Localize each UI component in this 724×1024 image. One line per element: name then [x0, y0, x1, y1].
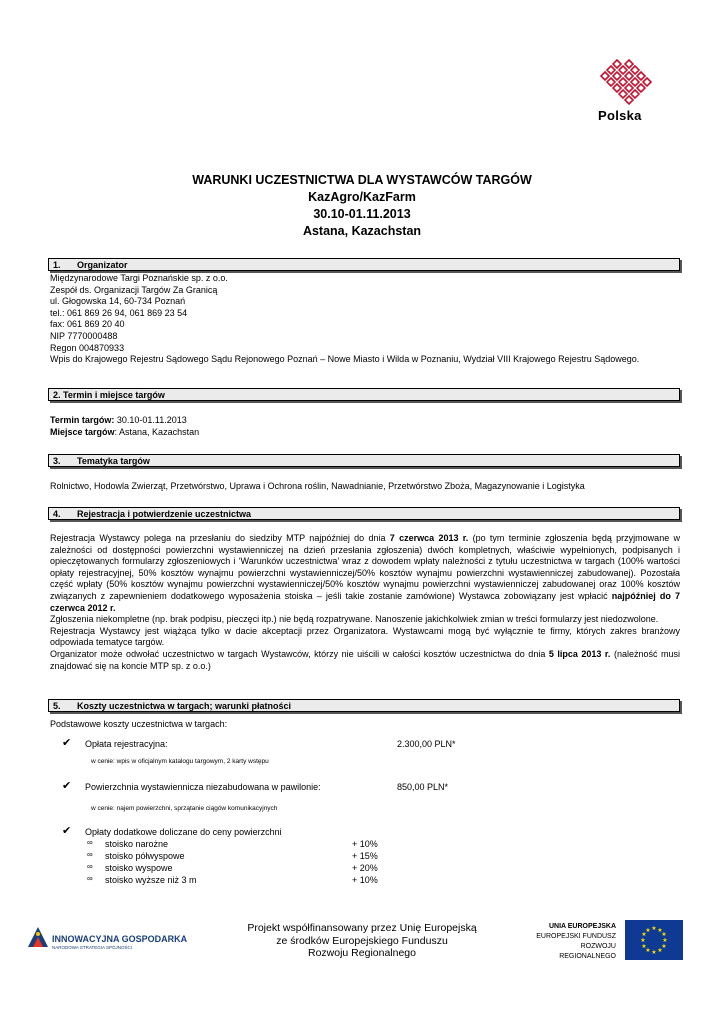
cofinancing-line: Projekt współfinansowany przez Unię Europejską: [247, 922, 477, 934]
svg-text:★: ★: [640, 937, 646, 944]
paragraph: [50, 533, 680, 614]
term-label: Termin targów:: [50, 415, 115, 425]
section-number: 4.: [53, 509, 61, 519]
payment-deadline: najpóźniej do 7 czerwca 2012 r.: [50, 590, 680, 613]
svg-text:★: ★: [645, 927, 651, 934]
extra-label: stoisko wyższe niż 3 m: [105, 875, 197, 885]
organizer-line: Międzynarodowe Targi Poznańskie sp. z o.o.: [50, 273, 228, 283]
costs-intro: Podstawowe koszty uczestnictwa w targach:: [50, 719, 228, 729]
organizer-line: ul. Głogowska 14, 60-734 Poznań: [50, 296, 186, 307]
title-line: 30.10-01.11.2013: [313, 207, 411, 221]
eu-fund-text: [536, 922, 616, 962]
infinity-bullet-icon: ∞: [87, 838, 93, 847]
svg-text:★: ★: [651, 925, 657, 932]
innovative-economy-title: INNOWACYJNA GOSPODARKA: [52, 934, 188, 944]
extra-value: + 10%: [352, 839, 378, 849]
cost-label: Opłata rejestracyjna:: [85, 739, 168, 749]
svg-text:★: ★: [641, 943, 647, 950]
section-title: Organizator: [77, 260, 128, 270]
svg-text:★: ★: [661, 931, 667, 938]
eu-line: ROZWOJU REGIONALNEGO: [559, 943, 616, 960]
eu-line: UNIA EUROPEJSKA: [548, 923, 616, 930]
cost-price: 2.300,00 PLN*: [397, 739, 456, 749]
text-run: (należność musi znajdować się na koncie MTP sp. z o.o.): [50, 648, 680, 671]
section-2-header: [48, 388, 680, 401]
infinity-bullet-icon: ∞: [87, 874, 93, 883]
checkmark-icon: ✔: [62, 737, 72, 749]
cofinancing-line: ze środków Europejskiego Funduszu: [276, 934, 448, 947]
cancel-date: 5 lipca 2013 r.: [548, 648, 611, 659]
eu-line: EUROPEJSKI FUNDUSZ: [536, 933, 616, 940]
section-1-header: [48, 258, 680, 271]
section-number: 1.: [53, 260, 61, 270]
text-run: Rejestracja Wystawcy polega na przesłaniu do siedziby MTP najpóźniej do dnia: [50, 533, 390, 543]
extra-value: + 10%: [352, 875, 378, 885]
title-line: Astana, Kazachstan: [302, 224, 422, 238]
organizer-line: Wpis do Krajowego Rejestru Sądowego Sądu Rejonowego Poznań – Nowe Miasto i Wilda w Poznaniu, Wydział VIII Krajowego Rejestru Sądowego.: [50, 354, 640, 365]
extra-value: + 15%: [352, 851, 378, 861]
cost-label: Powierzchnia wystawiennicza niezabudowana w pawilonie:: [85, 782, 321, 792]
cost-note: w cenie: wpis w oficjalnym katalogu targowym, 2 karty wstępu: [91, 758, 269, 765]
term-place: [50, 415, 680, 438]
checkmark-icon: ✔: [62, 780, 72, 792]
extra-label: stoisko wyspowe: [105, 863, 173, 873]
organizer-line: tel.: 061 869 26 94, 061 869 23 54: [50, 307, 188, 318]
section-title: 2. Termin i miejsce targów: [53, 390, 165, 400]
organizer-line: NIP 7770000488: [50, 330, 118, 341]
section-number: 5.: [53, 701, 61, 711]
place-value: : Astana, Kazachstan: [114, 426, 200, 437]
organizer-line: fax: 061 869 20 40: [50, 319, 125, 330]
title-line: KazAgro/KazFarm: [308, 190, 416, 204]
innovative-economy-logo: [26, 925, 50, 949]
polska-logo-text: Polska: [598, 108, 642, 123]
term-value: 30.10-01.11.2013: [114, 415, 187, 425]
svg-text:★: ★: [661, 943, 667, 950]
cost-note: w cenie: najem powierzchni, sprzątanie ciągów komunikacyjnych: [91, 805, 278, 812]
extra-label: stoisko narożne: [105, 839, 169, 849]
text-run: Organizator może odwołać uczestnictwo w targach Wystawców, którzy nie uiścili w całości kosztów uczestnictwa do dnia: [50, 648, 549, 659]
deadline-date: 7 czerwca 2013 r.: [389, 533, 469, 543]
svg-text:★: ★: [662, 937, 668, 944]
extra-label: stoisko półwyspowe: [105, 851, 185, 861]
svg-text:★: ★: [657, 947, 663, 954]
document-title: [0, 172, 724, 240]
svg-text:★: ★: [641, 931, 647, 938]
cofinancing-line: Rozwoju Regionalnego: [308, 947, 416, 959]
paragraph: Zgłoszenia niekompletne (np. brak podpisu, pieczęci itp.) nie będą rozpatrywane. Nanoszenie jakichkolwiek zmian w treści formularzy jest niedozwolone.: [50, 614, 659, 625]
section-title: Koszty uczestnictwa w targach; warunki płatności: [77, 701, 292, 711]
organizer-info: [50, 273, 680, 366]
organizer-line: Regon 004870933: [50, 342, 125, 353]
place-label: Miejsce targów: [50, 426, 115, 437]
section-title: Rejestracja i potwierdzenie uczestnictwa: [77, 509, 252, 519]
checkmark-icon: ✔: [62, 825, 72, 837]
infinity-bullet-icon: ∞: [87, 850, 93, 859]
section-title: Tematyka targów: [77, 456, 150, 466]
eu-flag-icon: [625, 920, 683, 960]
topics-text: Rolnictwo, Hodowla Zwierząt, Przetwórstwo, Uprawa i Ochrona roślin, Nawadnianie, Przetwórstwo Zboża, Magazynowanie i Logistyka: [50, 481, 585, 491]
infinity-bullet-icon: ∞: [87, 862, 93, 871]
cost-label: Opłaty dodatkowe doliczane do ceny powierzchni: [85, 827, 282, 837]
title-line: WARUNKI UCZESTNICTWA DLA WYSTAWCÓW TARGÓW: [192, 173, 532, 187]
section-3-header: [48, 454, 680, 467]
section-5-header: [48, 699, 680, 712]
svg-text:★: ★: [651, 949, 657, 956]
svg-text:★: ★: [657, 927, 663, 934]
organizer-line: Zespół ds. Organizacji Targów Za Granicą: [50, 284, 218, 295]
text-run: (po tym terminie zgłoszenia będą przyjmowane w zależności od dostępności powierzchni wystawienniczej na dzień przesłania zgłoszenia) dwóch kompletnych, właściwie wypełnionych, podpisanych i opieczętowanych formularzy zgłoszeniowych i ‘Warunków uczestnictwa’ wraz z dowodem wpłaty należności z tytułu uczestnictwa w targach (100% wartości opłaty rejestracyjnej, 50% kosztów wynajmu powierzchni wystawienniczej/50% kosztów wynajmu powierzchni wystawienniczej zabudowanej). Pozostała część wpłaty (50% kosztów wynajmu powierzchni wystawienniczej/50% kosztów wynajmu powierzchni wystawienniczej zabudowanej oraz 100% kosztów związanych z zapewnieniem dodatkowego wyposażenia stoiska – jeśli takie zostanie zamówione) Wystawca zobowiązany jest wpłacić: [50, 533, 681, 601]
section-4-header: [48, 507, 680, 520]
cost-price: 850,00 PLN*: [397, 782, 449, 792]
extra-value: + 20%: [352, 863, 378, 873]
innovative-economy-subtitle: NARODOWA STRATEGIA SPÓJNOŚCI: [52, 945, 133, 950]
svg-text:★: ★: [645, 947, 651, 954]
cofinancing-note: [230, 922, 494, 960]
registration-text: [50, 533, 680, 672]
section-number: 3.: [53, 456, 61, 466]
paragraph: [50, 649, 680, 672]
paragraph: Rejestracja Wystawcy jest wiążąca tylko w dacie akceptacji przez Organizatora. Wystawcami mogą być wyłącznie te firmy, których zakres branżowy odpowiada tematyce targów.: [50, 625, 680, 648]
